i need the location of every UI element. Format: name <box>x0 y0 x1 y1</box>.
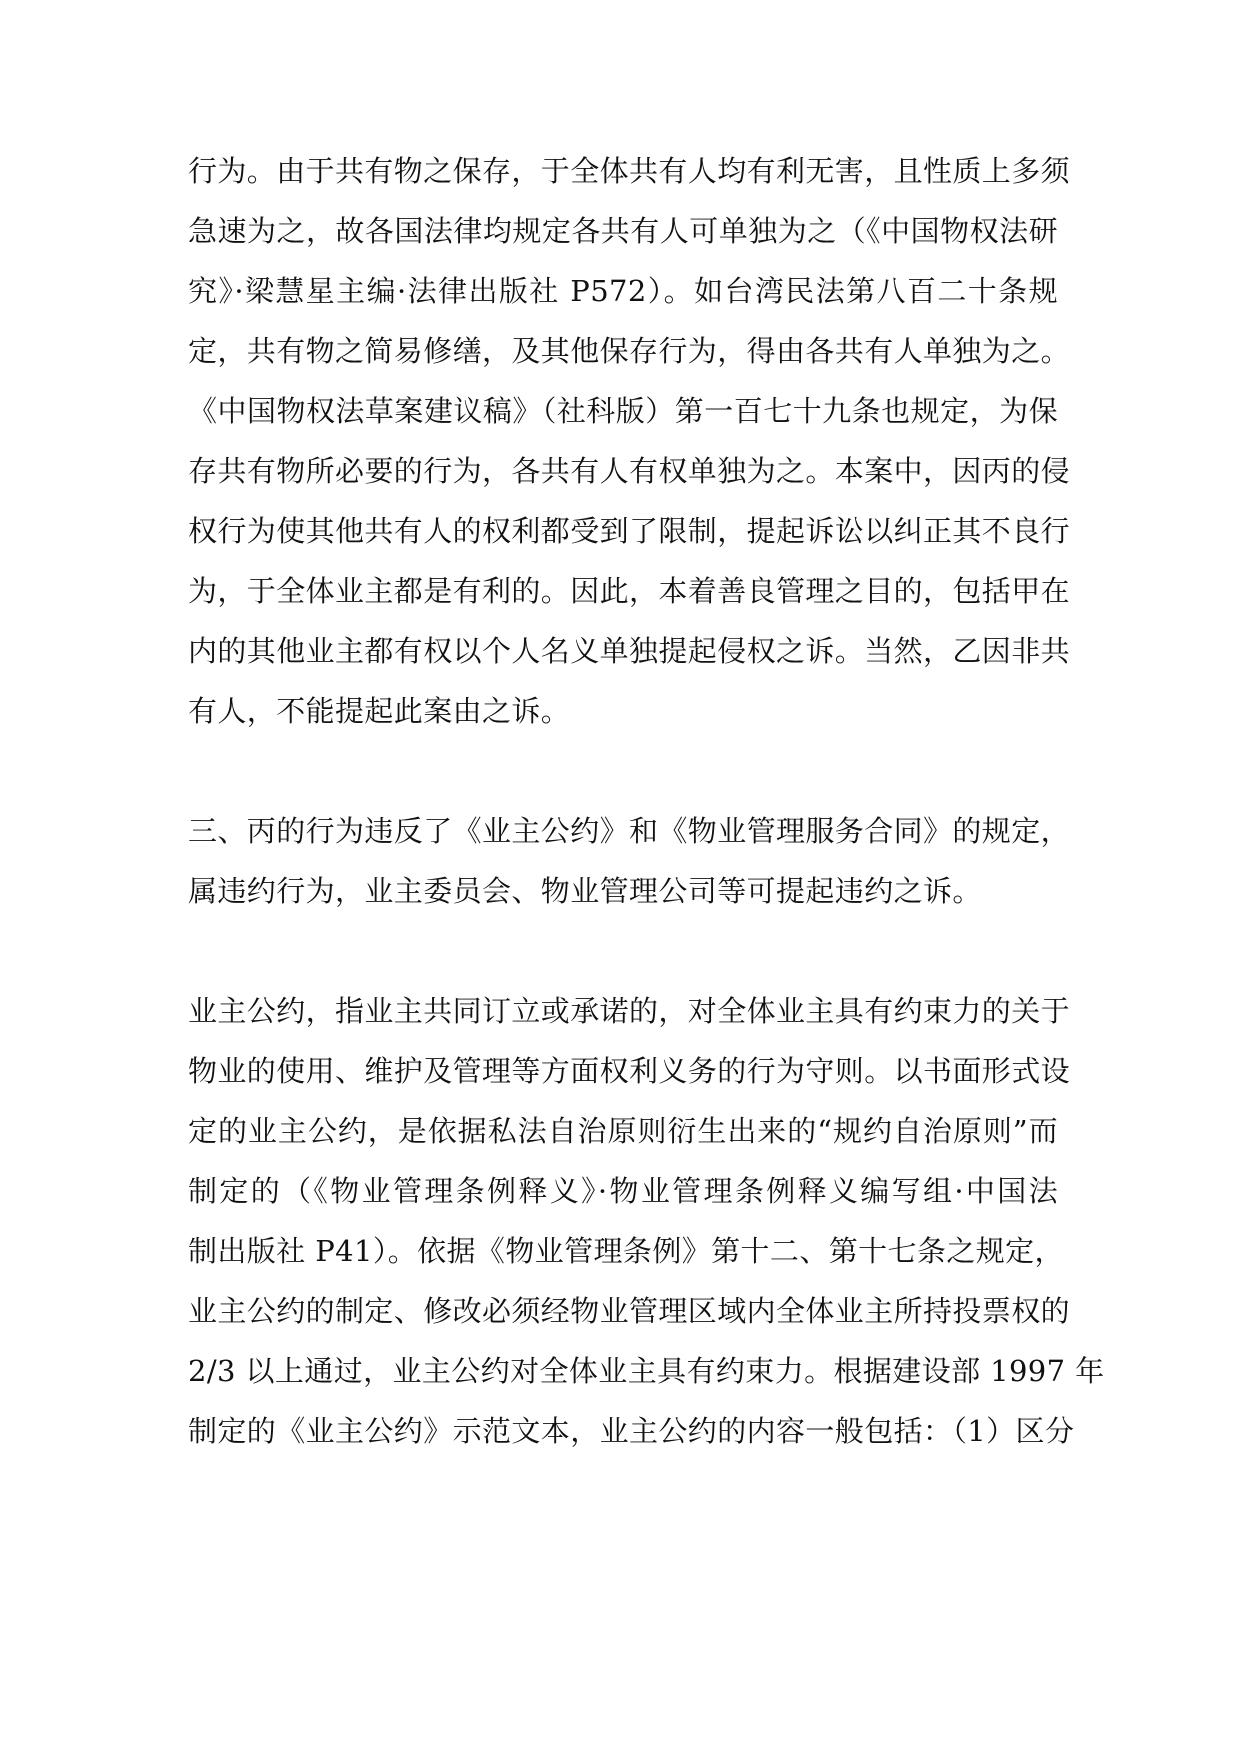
text-line: 物业的使用、维护及管理等方面权利义务的行为守则。以书面形式设 <box>188 1054 1071 1088</box>
text-line: 《中国物权法草案建议稿》（社科版）第一百七十九条也规定，为保 <box>188 394 1058 428</box>
text-line: 制定的《业主公约》示范文本，业主公约的内容一般包括：（1）区分 <box>188 1414 1075 1448</box>
text-line: 2/3 以上通过，业主公约对全体业主具有约束力。根据建设部 1997 年 <box>188 1354 1105 1388</box>
text-line: 权行为使其他共有人的权利都受到了限制，提起诉讼以纠正其不良行 <box>188 514 1071 548</box>
text-line: 为，于全体业主都是有利的。因此，本着善良管理之目的，包括甲在 <box>188 574 1071 608</box>
text-line: 有人，不能提起此案由之诉。 <box>188 694 571 728</box>
text-line: 定，共有物之简易修缮，及其他保存行为，得由各共有人单独为之。 <box>188 334 1071 368</box>
text-line: 究》·梁慧星主编·法律出版社 P572）。如台湾民法第八百二十条规 <box>188 274 1058 308</box>
text-line: 制出版社 P41）。依据《物业管理条例》第十二、第十七条之规定， <box>188 1234 1064 1268</box>
text-line: 定的业主公约，是依据私法自治原则衍生出来的“规约自治原则”而 <box>188 1114 1058 1148</box>
text-line: 行为。由于共有物之保存，于全体共有人均有利无害，且性质上多须 <box>188 154 1071 188</box>
heading-line: 属违约行为，业主委员会、物业管理公司等可提起违约之诉。 <box>188 874 982 908</box>
text-line: 制定的（《物业管理条例释义》·物业管理条例释义编写组·中国法 <box>188 1174 1058 1208</box>
text-line: 存共有物所必要的行为，各共有人有权单独为之。本案中，因丙的侵 <box>188 454 1071 488</box>
text-line: 急速为之，故各国法律均规定各共有人可单独为之（《中国物权法研 <box>188 214 1058 248</box>
text-line: 业主公约的制定、修改必须经物业管理区域内全体业主所持投票权的 <box>188 1294 1071 1328</box>
heading-line: 三、丙的行为违反了《业主公约》和《物业管理服务合同》的规定， <box>188 814 1071 848</box>
text-line: 业主公约，指业主共同订立或承诺的，对全体业主具有约束力的关于 <box>188 994 1071 1028</box>
text-line: 内的其他业主都有权以个人名义单独提起侵权之诉。当然，乙因非共 <box>188 634 1071 668</box>
